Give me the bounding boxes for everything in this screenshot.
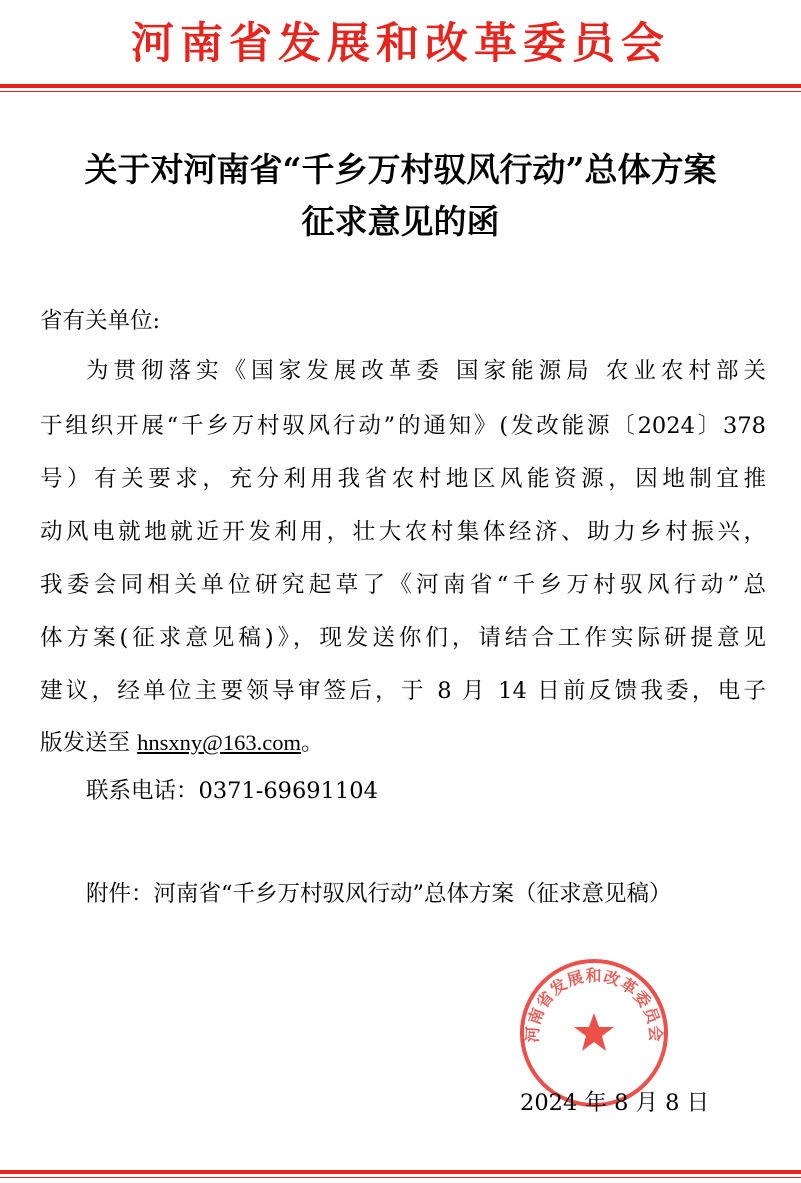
body-line-email bbox=[40, 728, 324, 758]
body-line: 建议，经单位主要领导审签后，于 8 月 14 日前反馈我委，电子 bbox=[40, 678, 766, 704]
signing-date: 2024 年 8 月 8 日 bbox=[520, 1090, 710, 1116]
agency-letterhead: 河南省发展和改革委员会 bbox=[131, 19, 670, 69]
email-prefix: 版发送至 bbox=[40, 730, 138, 756]
body-line: 体方案(征求意见稿)》，现发送你们，请结合工作实际研提意见 bbox=[40, 625, 766, 651]
letterhead-rule-thin bbox=[0, 91, 801, 92]
email-suffix: 。 bbox=[301, 730, 324, 756]
body-line: 为贯彻落实《国家发展改革委 国家能源局 农业农村部关 bbox=[86, 358, 766, 384]
letterhead-rule-thick bbox=[0, 84, 801, 88]
body-line: 我委会同相关单位研究起草了《河南省“千乡万村驭风行动”总 bbox=[40, 572, 766, 598]
body-line: 动风电就地就近开发利用，壮大农村集体经济、助力乡村振兴， bbox=[40, 519, 766, 545]
document-title-line2: 征求意见的函 bbox=[301, 202, 500, 241]
footer-rule-thin bbox=[0, 1177, 801, 1178]
footer-rule-thick bbox=[0, 1170, 801, 1174]
body-line: 于组织开展“千乡万村驭风行动”的通知》(发改能源〔2024〕378 bbox=[40, 413, 766, 439]
seal-text-path: 河南省发展和改革委员会 bbox=[522, 966, 666, 1043]
body-line: 号）有关要求，充分利用我省农村地区风能资源，因地制宜推 bbox=[40, 466, 766, 492]
seal-star-icon bbox=[574, 1013, 614, 1051]
official-seal bbox=[518, 957, 670, 1109]
salutation: 省有关单位: bbox=[40, 308, 161, 334]
document-title-line1: 关于对河南省“千乡万村驭风行动”总体方案 bbox=[84, 150, 717, 189]
email-link[interactable]: hnsxny@163.com bbox=[137, 730, 301, 755]
contact-phone: 联系电话：0371-69691104 bbox=[86, 778, 378, 804]
attachment-line: 附件：河南省“千乡万村驭风行动”总体方案（征求意见稿） bbox=[86, 881, 672, 907]
